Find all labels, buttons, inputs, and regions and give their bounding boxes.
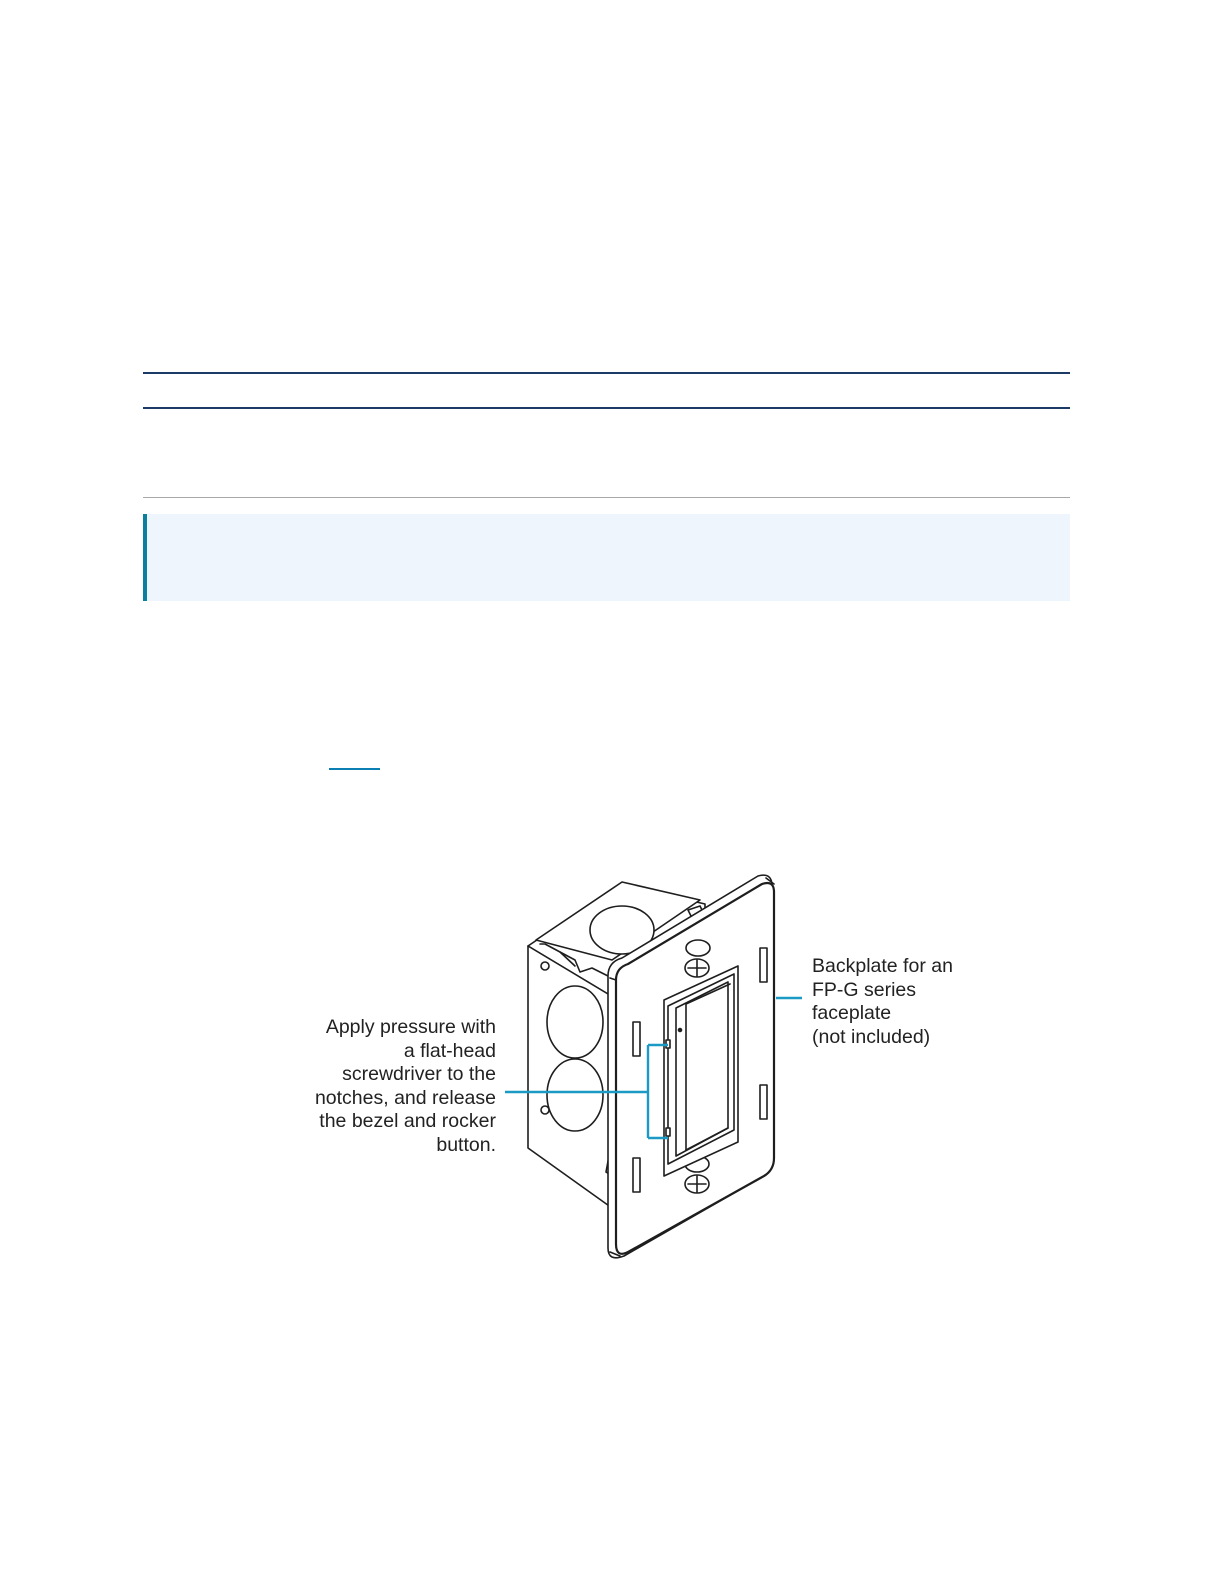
- callout-bezel-release: Apply pressure with a flat-head screwdriver to the notches, and release the bezel and rocker button.: [314, 1016, 496, 1156]
- callout-backplate: Backplate for an FP-G series faceplate (not included): [812, 955, 953, 1048]
- rocker-button-icon: [666, 974, 734, 1164]
